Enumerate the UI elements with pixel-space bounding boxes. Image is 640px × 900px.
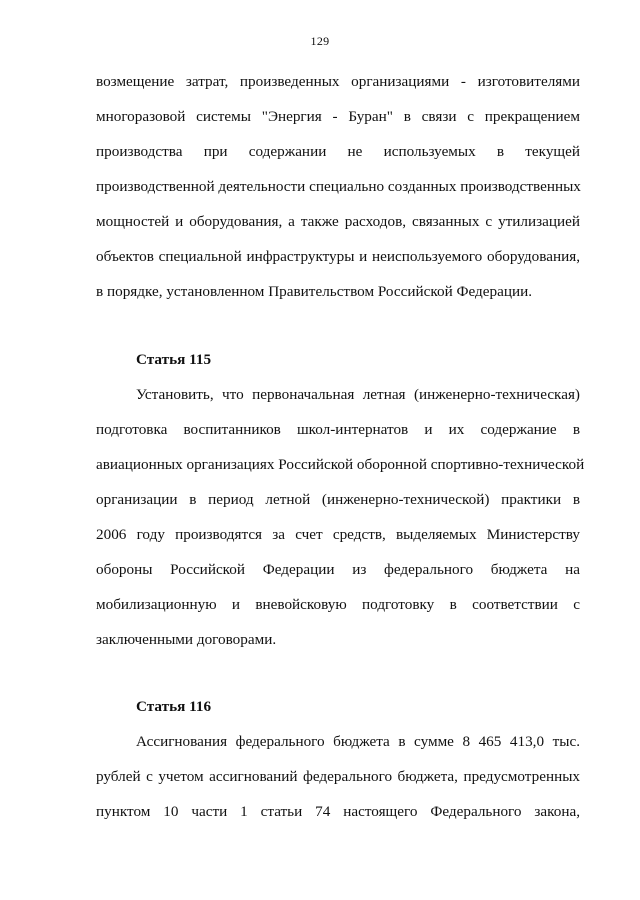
text-line: возмещение затрат, произведенных организациями - изготовителями [96,73,580,90]
text-line: рублей с учетом ассигнований федерального бюджета, предусмотренных [96,768,580,785]
text-line: мощностей и оборудования, а также расходов, связанных с утилизацией [96,213,580,230]
text-line: мобилизационную и вневойсковую подготовку в соответствии с [96,596,580,613]
text-line: Ассигнования федерального бюджета в сумме 8 465 413,0 тыс. [136,733,580,750]
text-line: 2006 году производятся за счет средств, выделяемых Министерству [96,526,580,543]
text-line: Установить, что первоначальная летная (инженерно-техническая) [136,386,580,403]
text-line: организации в период летной (инженерно-технической) практики в [96,491,580,508]
text-line: производства при содержании не используемых в текущей [96,143,580,160]
text-line: многоразовой системы "Энергия - Буран" в связи с прекращением [96,108,580,125]
page-number: 129 [310,34,330,48]
article-115-heading: Статья 115 [136,351,212,368]
text-line: производственной деятельности специально созданных производственных [96,178,581,195]
text-line: в порядке, установленном Правительством Российской Федерации. [96,283,533,300]
text-line: авиационных организациях Российской оборонной спортивно-технической [96,456,585,473]
text-line: пунктом 10 части 1 статьи 74 настоящего Федерального закона, [96,803,580,820]
text-line: заключенными договорами. [96,631,277,648]
text-line: подготовка воспитанников школ-интернатов и их содержание в [96,421,580,438]
text-line: объектов специальной инфраструктуры и неиспользуемого оборудования, [96,248,580,265]
text-line: обороны Российской Федерации из федерального бюджета на [96,561,580,578]
article-116-heading: Статья 116 [136,698,212,715]
